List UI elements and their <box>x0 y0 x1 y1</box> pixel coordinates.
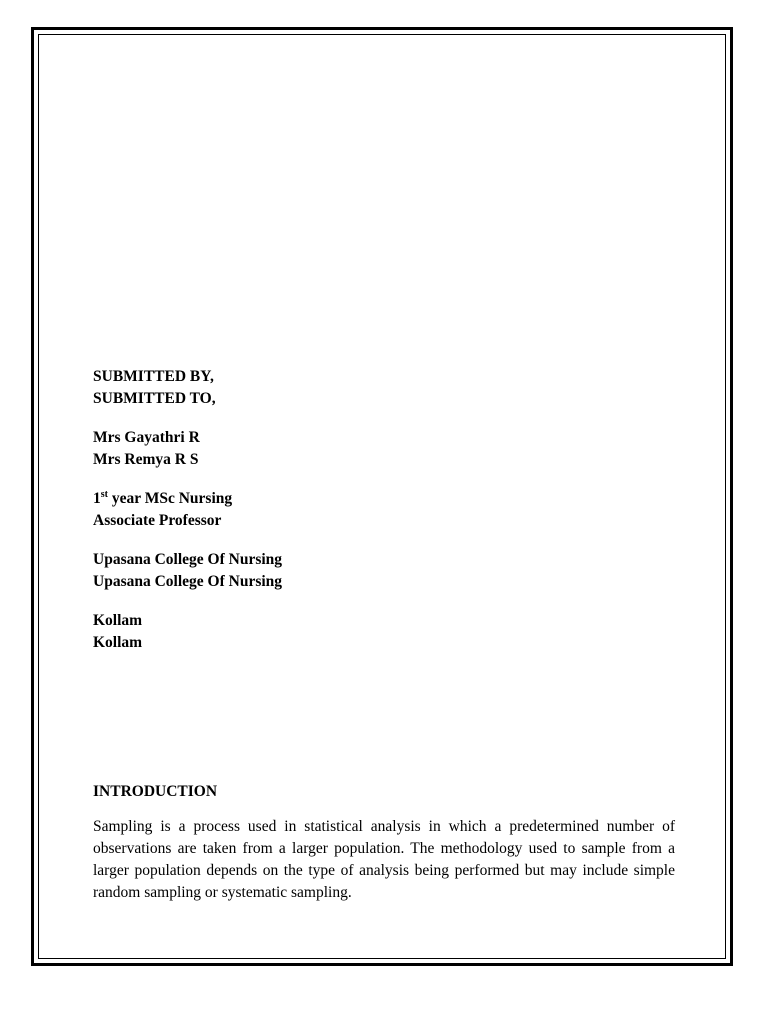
introduction-paragraph: Sampling is a process used in statistical analysis in which a predetermined number of observations are taken from a larger population. The methodology used to sample from a larger population depends on the type of analysis being performed but may include simple random sampling or systematic sampling. <box>93 818 675 901</box>
designations <box>93 488 675 532</box>
student-year-suffix: st <box>100 488 108 500</box>
teacher-designation: Associate Professor <box>93 512 222 529</box>
student-name: Mrs Gayathri R <box>93 429 200 446</box>
student-college: Upasana College Of Nursing <box>93 551 283 568</box>
student-course <box>93 488 675 510</box>
student-place: Kollam <box>93 612 143 629</box>
student-course-text: year MSc Nursing <box>111 490 233 507</box>
submitted-by-label: SUBMITTED BY, <box>93 368 214 385</box>
colleges <box>93 549 675 593</box>
teacher-name: Mrs Remya R S <box>93 451 199 468</box>
introduction-heading: INTRODUCTION <box>93 783 218 800</box>
teacher-college: Upasana College Of Nursing <box>93 573 283 590</box>
student-year-number: 1 <box>93 490 101 507</box>
submitted-to-label: SUBMITTED TO, <box>93 390 216 407</box>
document-body <box>93 366 675 920</box>
submitted-labels <box>93 366 675 410</box>
teacher-place: Kollam <box>93 634 143 651</box>
places <box>93 610 675 654</box>
names <box>93 427 675 471</box>
